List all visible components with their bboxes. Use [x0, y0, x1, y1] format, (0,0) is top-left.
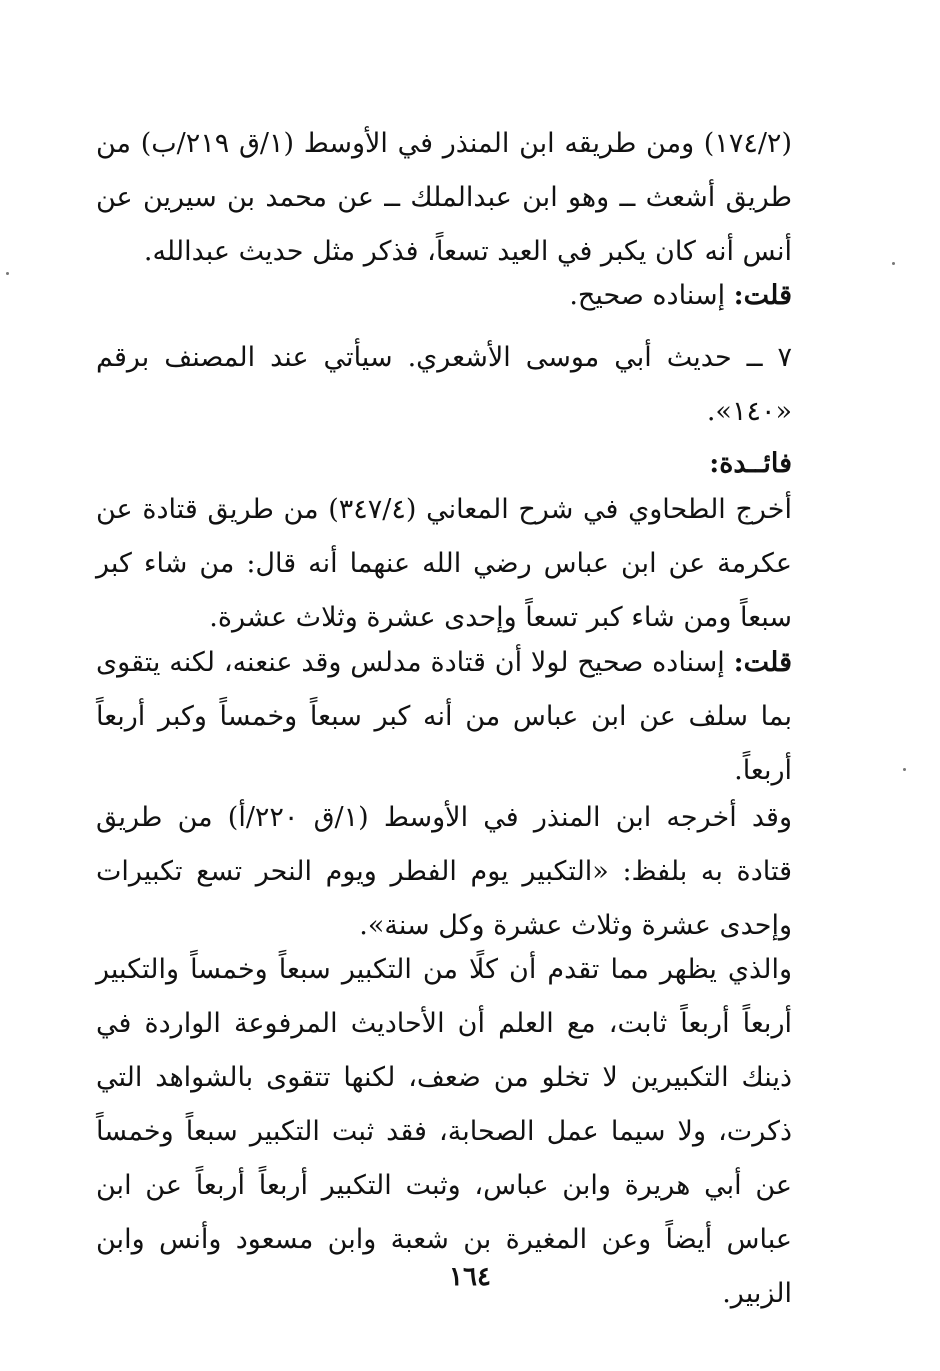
qultu-label: قلت:: [733, 647, 792, 678]
scan-speck: [892, 262, 895, 265]
qultu-text: إسناده صحيح.: [569, 280, 734, 311]
paragraph-abu-musa: ٧ ــ حديث أبي موسى الأشعري. سيأتي عند المصنف برقم «١٤٠».: [96, 342, 792, 427]
qultu-label: قلت:: [733, 280, 792, 311]
paragraph-ibn-almundhir-anas: (١٧٤/٢) ومن طريقه ابن المنذر في الأوسط (١/ق ٢١٩/ب) من طريق أشعث ــ وهو ابن عبدالملك ــ عن محمد بن سيرين عن أنس أنه كان يكبر في العيد تسعاً، فذكر مثل حديث عبدالله.: [96, 128, 792, 267]
paragraph-qultu-sahih: [96, 269, 792, 323]
scan-speck: [903, 768, 906, 771]
section-heading-faida: فائــدة:: [709, 448, 792, 479]
scan-speck: [6, 272, 9, 275]
qultu-text: إسناده صحيح لولا أن قتادة مدلس وقد عنعنه، لكنه يتقوى بما سلف عن ابن عباس من أنه كبر سبعاً وخمساً وكبر أربعاً أربعاً.: [96, 647, 792, 786]
paragraph-ibn-almundhir-qatada: وقد أخرجه ابن المنذر في الأوسط (١/ق ٢٢٠/أ) من طريق قتادة به بلفظ: «التكبير يوم الفطر ويوم النحر تسع تكبيرات وإحدى عشرة وثلاث عشرة وكل سنة».: [96, 802, 792, 941]
page-number: ١٦٤: [449, 1262, 491, 1292]
paragraph-qultu-qatada: [96, 636, 792, 798]
paragraph-conclusion: والذي يظهر مما تقدم أن كلًا من التكبير سبعاً وخمساً والتكبير أربعاً أربعاً ثابت، مع العلم أن الأحاديث المرفوعة الواردة في ذينك التكبيرين لا تخلو من ضعف، لكنها تتقوى بالشواهد التي ذكرت، ولا سيما عمل الصحابة، فقد ثبت التكبير سبعاً وخمساً عن أبي هريرة وابن عباس، وثبت التكبير أربعاً أربعاً عن ابن عباس أيضاً وعن المغيرة بن شعبة وابن مسعود وأنس وابن الزبير.: [96, 954, 792, 1309]
paragraph-tahawi: أخرج الطحاوي في شرح المعاني (٣٤٧/٤) من طريق قتادة عن عكرمة عن ابن عباس رضي الله عنهما أنه قال: من شاء كبر سبعاً ومن شاء كبر تسعاً وإحدى عشرة وثلاث عشرة.: [96, 494, 792, 633]
